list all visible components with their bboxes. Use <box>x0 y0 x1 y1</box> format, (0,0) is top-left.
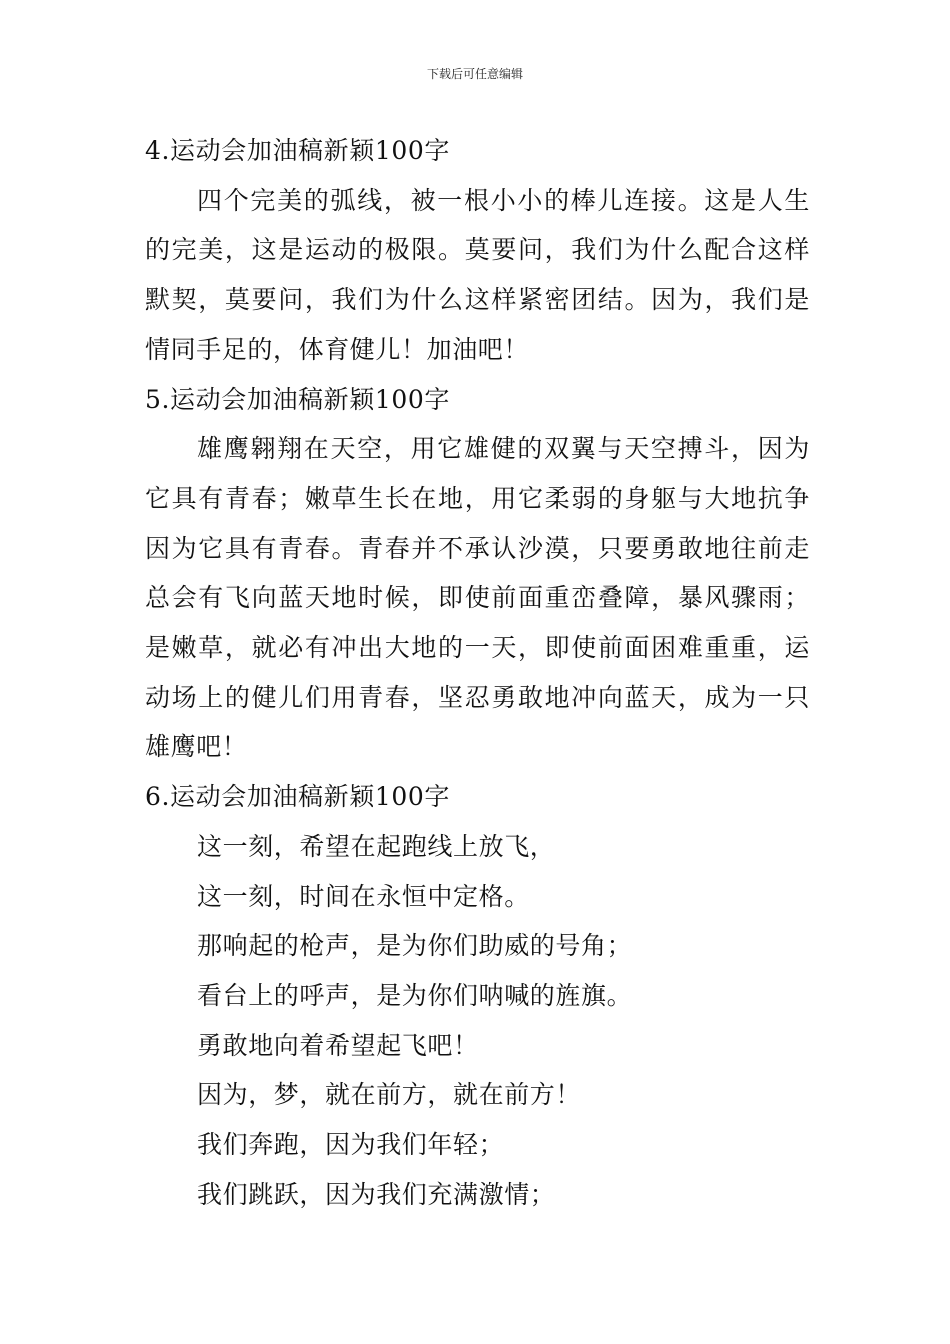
section-paragraph: 雄鹰翱翔在天空，用它雄健的双翼与天空搏斗，因为它具有青春；嫩草生长在地，用它柔弱的身躯与大地抗争因为它具有青春。青春并不承认沙漠，只要勇敢地往前走总会有飞向蓝天地时候，即使前面重峦叠障，暴风骤雨；是嫩草，就必有冲出大地的一天，即使前面困难重重，运动场上的健儿们用青春，坚忍勇敢地冲向蓝天，成为一只雄鹰吧！ <box>145 434 810 762</box>
verse-line: 因为，梦，就在前方，就在前方！ <box>197 1080 582 1110</box>
section-heading: 6.运动会加油稿新颖100字 <box>145 782 450 812</box>
verse-line: 那响起的枪声，是为你们助威的号角； <box>197 931 633 961</box>
page-header-note: 下载后可任意编辑 <box>426 67 523 81</box>
section-4 <box>145 126 810 375</box>
verse-line: 勇敢地向着希望起飞吧！ <box>197 1030 479 1060</box>
verse-line: 看台上的呼声，是为你们呐喊的旌旗。 <box>197 980 633 1010</box>
section-heading: 5.运动会加油稿新颖100字 <box>145 384 450 414</box>
section-5 <box>145 375 810 773</box>
section-6 <box>145 772 810 1219</box>
verse-line: 我们跳跃，因为我们充满激情； <box>197 1179 556 1209</box>
verse-line: 我们奔跑，因为我们年轻； <box>197 1130 505 1160</box>
section-paragraph: 四个完美的弧线，被一根小小的棒儿连接。这是人生的完美，这是运动的极限。莫要问，我们为什么配合这样默契，莫要问，我们为什么这样紧密团结。因为，我们是情同手足的，体育健儿！加油吧！ <box>145 185 810 364</box>
verse-line: 这一刻，时间在永恒中定格。 <box>197 881 530 911</box>
verse-line: 这一刻，希望在起跑线上放飞， <box>197 831 556 861</box>
section-heading: 4.运动会加油稿新颖100字 <box>145 136 450 165</box>
document-body <box>145 126 810 1219</box>
